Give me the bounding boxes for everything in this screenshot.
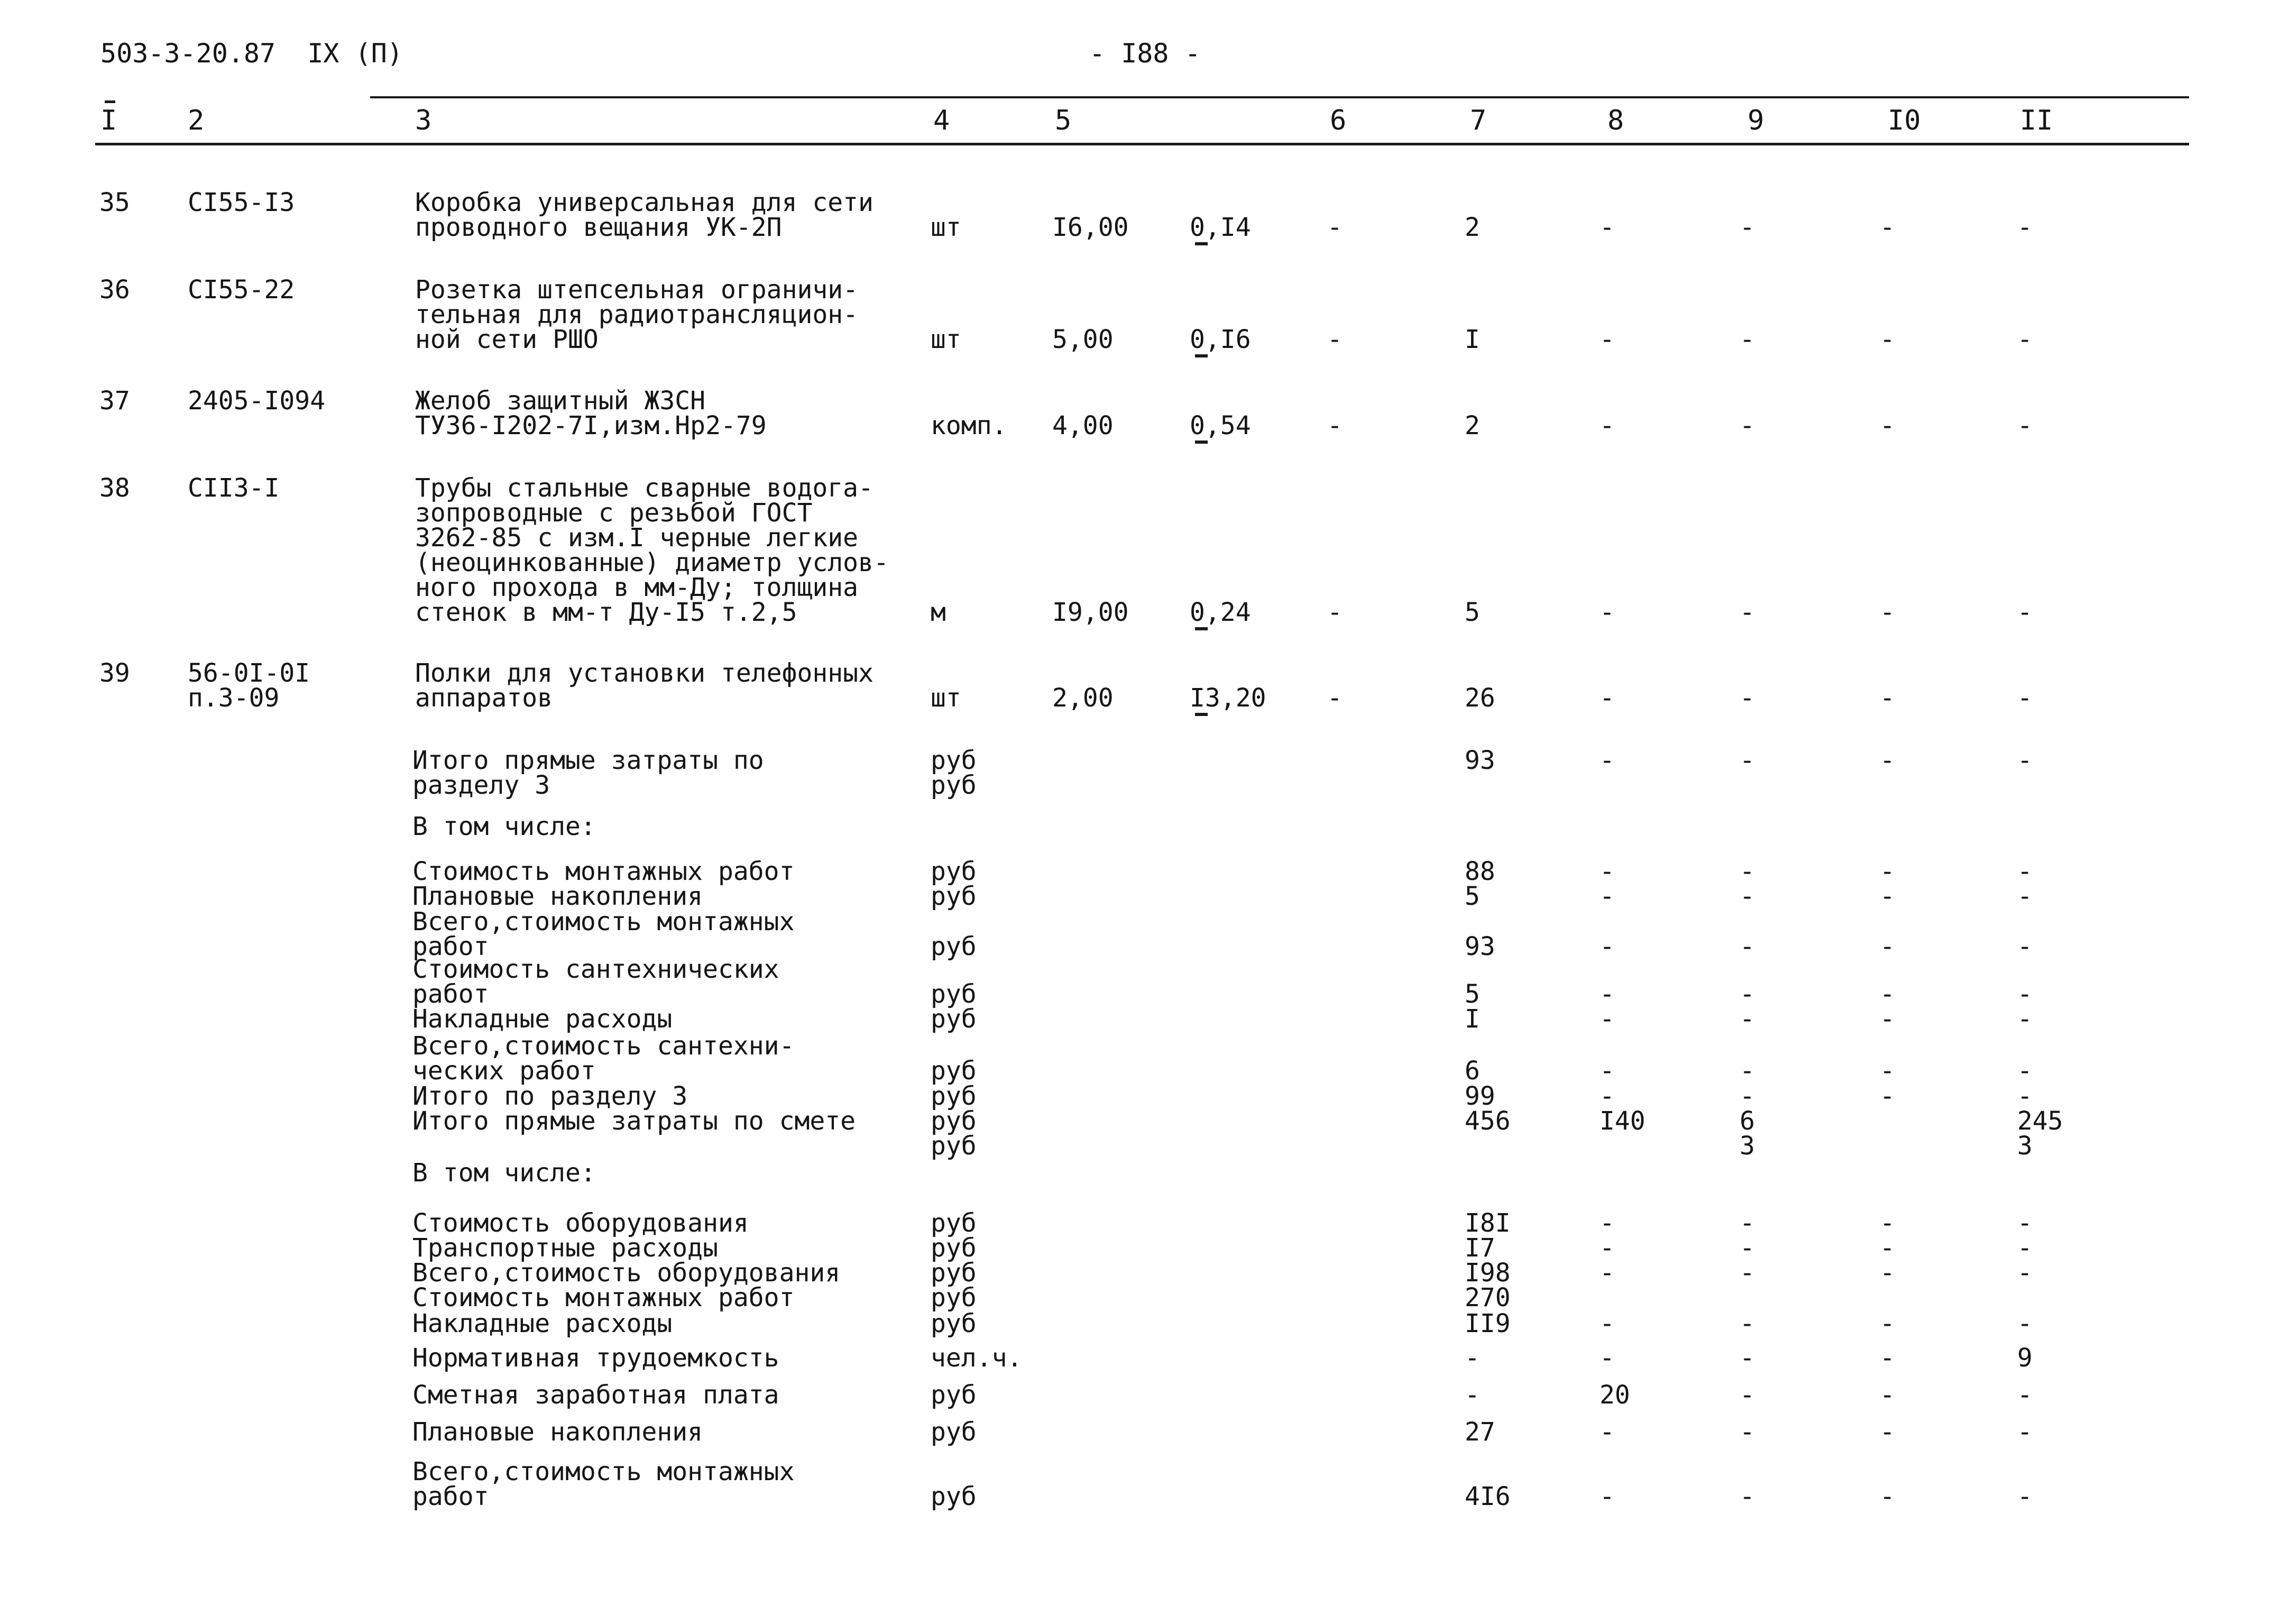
item-c7: 2 xyxy=(1465,411,1480,441)
summary-c10: - xyxy=(1880,1380,1895,1410)
summary-c10: - xyxy=(1880,1343,1895,1373)
item-c10: - xyxy=(1880,325,1895,354)
summary-c9: - xyxy=(1740,1343,1755,1373)
item-number: 39 xyxy=(99,658,130,688)
summary-c9: - 6 3 xyxy=(1740,1081,1755,1161)
summary-c9: - xyxy=(1740,746,1755,775)
document-code: 503-3-20.87 IX (П) xyxy=(100,38,403,69)
item-c8: - xyxy=(1599,598,1615,627)
summary-label: Всего,стоимость монтажных работ xyxy=(412,1457,795,1511)
summary-label: Нормативная трудоемкость xyxy=(412,1343,779,1373)
summary-c10: - xyxy=(1880,1309,1895,1338)
summary-c7: 27 xyxy=(1465,1417,1495,1447)
column-number: 9 xyxy=(1748,105,1764,136)
value-underline-mark xyxy=(1195,242,1208,245)
top-rule xyxy=(370,96,2189,98)
summary-unit: руб xyxy=(931,1309,977,1338)
summary-c9: - - xyxy=(1740,979,1755,1034)
summary-c8: - - xyxy=(1599,857,1615,911)
item-c4: 5,00 xyxy=(1052,325,1114,354)
item-c10: - xyxy=(1880,411,1895,441)
summary-label: Итого прямые затраты по разделу 3 xyxy=(412,746,764,800)
item-c10: - xyxy=(1880,213,1895,242)
summary-c9: - - xyxy=(1740,857,1755,911)
summary-c8: 20 xyxy=(1599,1380,1630,1410)
item-c4: I9,00 xyxy=(1052,598,1129,627)
summary-c9: - xyxy=(1740,1309,1755,1338)
summary-c8: - xyxy=(1599,1056,1615,1086)
item-c6: - xyxy=(1327,213,1343,242)
value-underline-mark xyxy=(1195,441,1208,444)
item-unit: м xyxy=(931,598,946,627)
summary-c11: - xyxy=(2017,1056,2033,1086)
summary-c9: - xyxy=(1740,932,1755,961)
summary-c11: - xyxy=(2017,746,2033,775)
item-c11: - xyxy=(2017,411,2033,441)
item-c9: - xyxy=(1740,411,1755,441)
item-description: Полки для установки телефонных аппаратов xyxy=(415,658,874,713)
column-number: 6 xyxy=(1330,105,1347,136)
column-number: 5 xyxy=(1055,105,1072,136)
item-c8: - xyxy=(1599,683,1615,713)
summary-c7: 93 xyxy=(1465,932,1495,961)
summary-c7: 6 xyxy=(1465,1056,1480,1086)
summary-c10: - xyxy=(1880,1417,1895,1447)
item-c11: - xyxy=(2017,325,2033,354)
item-code: CI55-22 xyxy=(188,275,295,305)
item-unit: шт xyxy=(931,325,961,354)
summary-unit: руб xyxy=(931,1056,977,1086)
item-c7: 26 xyxy=(1465,683,1495,713)
item-description: Коробка универсальная для сети проводного вещания УК-2П xyxy=(415,188,874,242)
item-c4: I6,00 xyxy=(1052,213,1129,242)
summary-label: В том числе: xyxy=(412,812,596,841)
summary-c9: - xyxy=(1740,1056,1755,1086)
item-c6: - xyxy=(1327,411,1343,441)
item-c9: - xyxy=(1740,325,1755,354)
summary-c7: - xyxy=(1465,1343,1480,1373)
item-unit: шт xyxy=(931,213,961,242)
value-underline-mark xyxy=(1195,354,1208,357)
summary-unit: руб руб xyxy=(931,857,977,911)
summary-c11: - - - xyxy=(2017,1208,2033,1288)
summary-c10: - xyxy=(1880,746,1895,775)
summary-c8: - xyxy=(1599,1309,1615,1338)
value-underline-mark xyxy=(1195,627,1208,630)
summary-c10: - - - xyxy=(1880,1208,1895,1288)
column-number: I0 xyxy=(1888,105,1921,136)
summary-label: Итого по разделу 3 Итого прямые затраты по смете xyxy=(412,1081,856,1136)
item-c11: - xyxy=(2017,683,2033,713)
item-description: Розетка штепсельная ограничи- тельная для радиотрансляцион- ной сети РШО xyxy=(415,275,859,354)
item-c11: - xyxy=(2017,213,2033,242)
summary-c10: - - xyxy=(1880,857,1895,911)
summary-c8: - - - xyxy=(1599,1208,1615,1288)
item-c5: 0,I6 xyxy=(1190,325,1251,354)
summary-c11: - xyxy=(2017,1417,2033,1447)
column-number: 4 xyxy=(933,105,950,136)
summary-c9: - xyxy=(1740,1417,1755,1447)
column-number: II xyxy=(2020,105,2053,136)
item-c10: - xyxy=(1880,683,1895,713)
summary-c8: - I40 xyxy=(1599,1081,1645,1136)
item-c9: - xyxy=(1740,683,1755,713)
summary-unit: руб xyxy=(931,1417,977,1447)
summary-c7: 5 I xyxy=(1465,979,1480,1034)
item-code: CII3-I xyxy=(188,473,280,503)
summary-label: Стоимость монтажных работ Плановые накопления xyxy=(412,857,795,911)
summary-c8: - xyxy=(1599,746,1615,775)
item-c9: - xyxy=(1740,213,1755,242)
item-c11: - xyxy=(2017,598,2033,627)
item-c10: - xyxy=(1880,598,1895,627)
summary-c8: - xyxy=(1599,1343,1615,1373)
summary-c9: - xyxy=(1740,1380,1755,1410)
item-number: 38 xyxy=(99,473,130,503)
left-tick xyxy=(105,100,115,103)
summary-c7: - xyxy=(1465,1380,1480,1410)
summary-c7: 93 xyxy=(1465,746,1495,775)
summary-c8: - xyxy=(1599,932,1615,961)
item-code: CI55-I3 xyxy=(188,188,295,217)
item-number: 37 xyxy=(99,386,130,416)
summary-c11: 9 xyxy=(2017,1343,2033,1373)
summary-c10: - xyxy=(1880,1482,1895,1511)
summary-label: Стоимость оборудования Транспортные расходы Всего,стоимость оборудования Стоимость монтажных работ xyxy=(412,1208,841,1313)
summary-unit: руб xyxy=(931,1380,977,1410)
item-c6: - xyxy=(1327,598,1343,627)
page-number: - I88 - xyxy=(1089,38,1201,69)
column-number: 8 xyxy=(1607,105,1624,136)
summary-c11: - xyxy=(2017,1482,2033,1511)
item-c5: I3,20 xyxy=(1190,683,1266,713)
item-c8: - xyxy=(1599,325,1615,354)
item-c7: I xyxy=(1465,325,1480,354)
item-c5: 0,I4 xyxy=(1190,213,1251,242)
summary-c9: - xyxy=(1740,1482,1755,1511)
item-c4: 4,00 xyxy=(1052,411,1114,441)
summary-unit: руб руб руб руб xyxy=(931,1208,977,1313)
summary-label: Накладные расходы xyxy=(412,1309,673,1338)
summary-label: Всего,стоимость монтажных работ xyxy=(412,907,795,961)
summary-label: В том числе: xyxy=(412,1158,596,1188)
summary-c10: - xyxy=(1880,1056,1895,1086)
summary-c11: - xyxy=(2017,1380,2033,1410)
summary-label: Стоимость сантехнических работ Накладные расходы xyxy=(412,955,779,1034)
summary-c11: - - xyxy=(2017,979,2033,1034)
column-number: 3 xyxy=(415,105,432,136)
item-unit: шт xyxy=(931,683,961,713)
item-c4: 2,00 xyxy=(1052,683,1114,713)
summary-c11: - xyxy=(2017,932,2033,961)
summary-unit: руб xyxy=(931,1482,977,1511)
summary-label: Плановые накопления xyxy=(412,1417,703,1447)
summary-unit: руб руб xyxy=(931,746,977,800)
summary-label: Сметная заработная плата xyxy=(412,1380,779,1410)
column-number: I xyxy=(100,105,117,136)
summary-c7: I8I I7 I98 270 xyxy=(1465,1208,1511,1313)
value-underline-mark xyxy=(1195,713,1208,716)
summary-unit: руб xyxy=(931,932,977,961)
item-number: 36 xyxy=(99,275,130,305)
summary-c7: 99 456 xyxy=(1465,1081,1511,1136)
item-c6: - xyxy=(1327,683,1343,713)
item-description: Трубы стальные сварные водога- зопроводные с резьбой ГОСТ 3262-85 с изм.I черные легкие (неоцинкованные) диаметр услов- ного прохода в мм-Ду; толщина стенок в мм-т Ду-I5 т.2,5 xyxy=(415,473,889,627)
item-c8: - xyxy=(1599,213,1615,242)
summary-c10: - xyxy=(1880,932,1895,961)
summary-c9: - - - xyxy=(1740,1208,1755,1288)
summary-unit: руб руб xyxy=(931,979,977,1034)
summary-c7: II9 xyxy=(1465,1309,1511,1338)
summary-label: Всего,стоимость сантехни- ческих работ xyxy=(412,1031,795,1086)
item-number: 35 xyxy=(99,188,130,217)
item-description: Желоб защитный ЖЗСН ТУ36-I202-7I,изм.Нр2-79 xyxy=(415,386,767,441)
summary-c7: 4I6 xyxy=(1465,1482,1511,1511)
summary-c10: - - xyxy=(1880,979,1895,1034)
item-c7: 5 xyxy=(1465,598,1480,627)
item-c7: 2 xyxy=(1465,213,1480,242)
summary-unit: руб руб руб xyxy=(931,1081,977,1161)
item-code: 56-0I-0I п.3-09 xyxy=(188,658,310,713)
summary-unit: чел.ч. xyxy=(931,1343,1023,1373)
item-c5: 0,54 xyxy=(1190,411,1251,441)
item-c8: - xyxy=(1599,411,1615,441)
summary-c8: - xyxy=(1599,1482,1615,1511)
header-rule xyxy=(95,143,2189,145)
summary-c11: - 245 3 xyxy=(2017,1081,2063,1161)
item-c9: - xyxy=(1740,598,1755,627)
item-c6: - xyxy=(1327,325,1343,354)
summary-c11: - - xyxy=(2017,857,2033,911)
summary-c8: - - xyxy=(1599,979,1615,1034)
item-c5: 0,24 xyxy=(1190,598,1251,627)
column-number: 7 xyxy=(1470,105,1487,136)
item-code: 2405-I094 xyxy=(188,386,326,416)
item-unit: комп. xyxy=(931,411,1007,441)
summary-c10: - xyxy=(1880,1081,1895,1111)
column-number: 2 xyxy=(188,105,205,136)
summary-c7: 88 5 xyxy=(1465,857,1495,911)
summary-c11: - xyxy=(2017,1309,2033,1338)
summary-c8: - xyxy=(1599,1417,1615,1447)
